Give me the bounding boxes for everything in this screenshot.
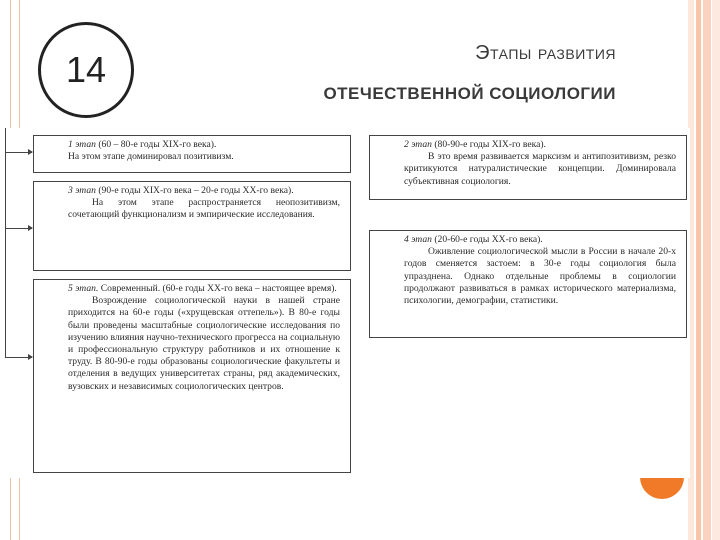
arrow-stage-5 xyxy=(5,357,32,358)
stage-2-box xyxy=(369,135,687,200)
stage-4-period: (20-60-е годы XX-го века). xyxy=(431,234,543,245)
decor-stripe-4 xyxy=(712,0,720,540)
stage-2-period: (80-90-е годы XIX-го века). xyxy=(431,139,546,150)
stage-1-period: (60 – 80-е годы XIX-го века). xyxy=(95,139,217,150)
slide-number: 14 xyxy=(65,49,107,90)
stage-4-box xyxy=(369,230,687,338)
slide-title-line1: Этапы развития xyxy=(475,42,616,64)
stage-3-label: 3 этап xyxy=(68,185,96,196)
arrow-stage-3 xyxy=(5,228,32,229)
arrow-stage-1 xyxy=(5,152,32,153)
stage-3-period: (90-е годы XIX-го века – 20-е годы XX-го века). xyxy=(95,185,294,196)
stage-4-text: Оживление социологической мысли в России в начале 20-х годов сменяется застоем: в 30-е годы социология была упразднена. Однако отдельные проблемы в социологии продолжают развиваться в рамках исторического материализма, психологии, демографии, статистики. xyxy=(404,246,676,307)
stage-1-label: 1 этап xyxy=(68,139,96,150)
slide-number-badge xyxy=(38,22,134,118)
stage-5-label: 5 этап. xyxy=(68,283,99,294)
stage-5-box xyxy=(33,279,351,473)
stage-5-text: Возрождение социологической науки в нашей стране приходится на 60-е годы («хрущевская оттепель»). В 80-е годы были проведены масштабные социологические исследования по изучению влияния научно-технического прогресса на социальную и профессиональную структуру работников и их отношение к труду. В 80-90-е годы образованы социологические факультеты и отделения в ведущих университетах страны, ряд академических, вузовских и независимых социологических центров. xyxy=(68,295,340,392)
slide-title-line2: ОТЕЧЕСТВЕННОЙ СОЦИОЛОГИИ xyxy=(323,84,616,103)
stage-2-label: 2 этап xyxy=(404,139,432,150)
stage-3-box xyxy=(33,181,351,271)
stage-1-box xyxy=(33,135,351,173)
connector-line xyxy=(5,128,6,358)
stage-4-label: 4 этап xyxy=(404,234,432,245)
decor-stripe-2 xyxy=(696,0,701,540)
stages-diagram xyxy=(0,128,690,478)
stage-5-period: Современный. (60-е годы XX-го века – настоящее время). xyxy=(98,283,337,294)
stage-3-text: На этом этапе распространяется неопозитивизм, сочетающий функционализм и эмпирические исследования. xyxy=(68,197,340,221)
stage-1-text: На этом этапе доминировал позитивизм. xyxy=(68,151,234,163)
decor-stripe-3 xyxy=(703,0,711,540)
stage-2-text: В это время развивается марксизм и антипозитивизм, резко критикуются натуралистические концепции. Доминировала субъективная социология. xyxy=(404,151,676,187)
